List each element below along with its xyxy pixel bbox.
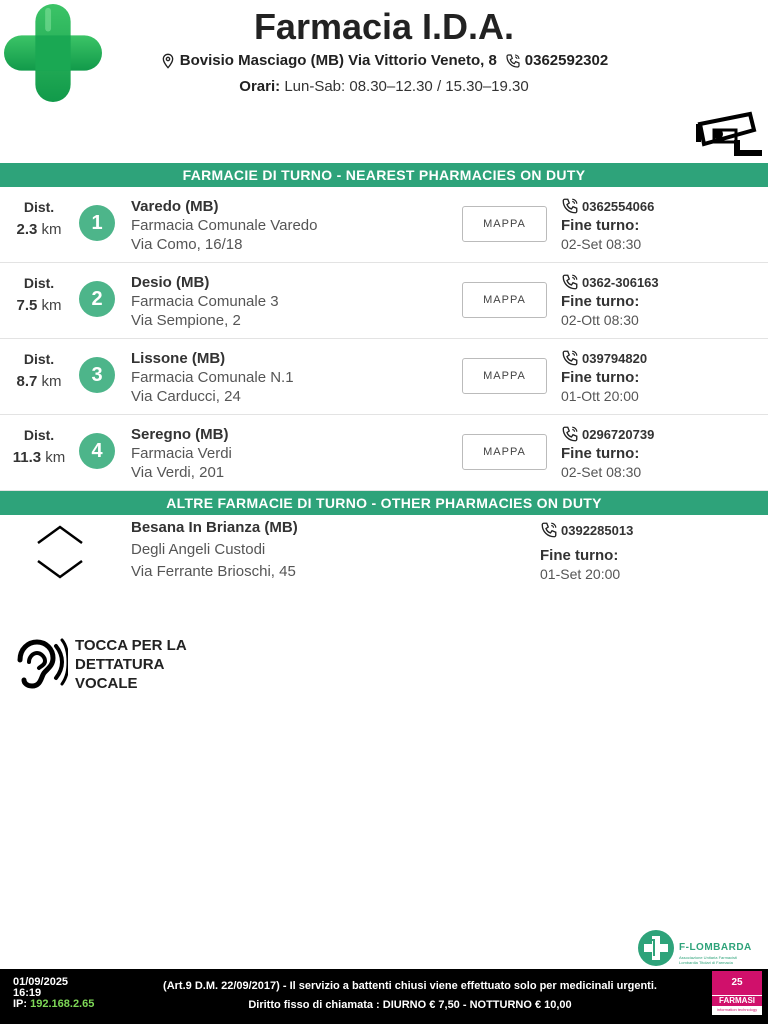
f-lombarda-logo <box>638 930 760 968</box>
voice-line-1: TOCCA PER LA <box>75 637 187 654</box>
voice-line-3: VOCALE <box>75 675 138 692</box>
farmasi-name: FARMASI <box>712 996 762 1006</box>
rank-badge: 1 <box>79 205 115 241</box>
opening-hours <box>0 78 768 95</box>
f-lombarda-name: F-LOMBARDA <box>679 942 752 953</box>
pharmacy-address: Via Verdi, 201 <box>131 464 225 481</box>
pharmacy-row <box>0 415 768 491</box>
pharmacy-town: Desio (MB) <box>131 274 210 291</box>
end-turn-label: Fine turno: <box>561 369 640 386</box>
footer-ip-line <box>13 999 94 1010</box>
pharmacy-contact <box>561 349 761 405</box>
pharmacy-contact <box>561 425 761 481</box>
distance <box>8 351 70 390</box>
pharmacy-town: Lissone (MB) <box>131 350 226 367</box>
address-line <box>0 52 768 69</box>
pharmacy-town: Varedo (MB) <box>131 198 219 215</box>
distance-number: 8.7 <box>16 373 38 390</box>
header-phone[interactable]: 0362592302 <box>524 52 609 69</box>
page-title: Farmacia I.D.A. <box>253 6 515 47</box>
pharmacy-phone[interactable] <box>561 425 761 443</box>
distance <box>8 427 70 466</box>
other-pharmacy <box>0 515 768 595</box>
farmasi-subtitle: information technology <box>716 1007 758 1012</box>
voice-dictation-label <box>75 636 225 693</box>
pharmacy-address: Via Como, 16/18 <box>131 236 243 253</box>
distance-label: Dist. <box>23 199 55 215</box>
end-turn-label: Fine turno: <box>561 445 640 462</box>
end-turn-label: Fine turno: <box>561 217 640 234</box>
rank-badge: 2 <box>79 281 115 317</box>
distance-value <box>8 373 70 390</box>
end-turn-label: Fine turno: <box>540 547 619 564</box>
chevron-down-icon <box>38 561 82 577</box>
distance-unit: km <box>41 221 62 238</box>
footer-date: 01/09/2025 <box>13 976 69 988</box>
distance-number: 2.3 <box>16 221 38 238</box>
footer-ip: 192.168.2.65 <box>30 998 95 1010</box>
pharmacy-phone[interactable] <box>561 349 761 367</box>
pharmacy-contact <box>561 197 761 253</box>
ear-icon <box>10 638 68 692</box>
pharmacy-contact <box>561 273 761 329</box>
pharmacy-info <box>131 349 451 406</box>
phone-number[interactable]: 0362-306163 <box>582 274 659 290</box>
footer-notice <box>110 977 710 1015</box>
header <box>0 0 768 160</box>
distance-unit: km <box>45 449 66 466</box>
distance-label: Dist. <box>23 275 55 291</box>
phone-number[interactable]: 0392285013 <box>561 522 634 538</box>
other-pharmacy-contact <box>540 521 740 583</box>
rank-badge: 3 <box>79 357 115 393</box>
footer-notice-line-2: Diritto fisso di chiamata : DIURNO € 7,50 - NOTTURNO € 10,00 <box>248 999 572 1011</box>
footer-time: 16:19 <box>13 987 42 999</box>
distance-label: Dist. <box>23 427 55 443</box>
farmasi-anniversary-badge: 25 <box>712 971 762 995</box>
distance-value <box>8 221 70 238</box>
pharmacy-address: Via Sempione, 2 <box>131 312 241 329</box>
voice-line-2: DETTATURA <box>75 656 165 673</box>
distance-value <box>8 449 70 466</box>
pharmacy-row <box>0 187 768 263</box>
pharmacy-town: Besana In Brianza (MB) <box>131 519 298 536</box>
footer-notice-line-1: (Art.9 D.M. 22/09/2017) - Il servizio a battenti chiusi viene effettuato solo per medicinali urgenti. <box>163 980 657 992</box>
end-turn-value: 01-Ott 20:00 <box>561 388 639 404</box>
pharmacy-info <box>131 273 451 330</box>
phone-number[interactable]: 0362554066 <box>582 198 655 214</box>
end-turn-value: 02-Set 08:30 <box>561 236 642 252</box>
hours-label: Orari: <box>239 78 281 95</box>
pharmacy-name: Farmacia Comunale 3 <box>131 293 279 310</box>
phone-icon <box>561 273 579 291</box>
pharmacy-address: Via Ferrante Brioschi, 45 <box>131 563 296 580</box>
pharmacy-address: Via Carducci, 24 <box>131 388 241 405</box>
pharmacy-info <box>131 197 451 254</box>
pharmacy-phone[interactable] <box>561 273 761 291</box>
end-turn-value: 01-Set 20:00 <box>540 566 621 582</box>
map-button[interactable]: MAPPA <box>462 358 547 394</box>
location-pin-icon <box>160 53 176 69</box>
section-others-header: ALTRE FARMACIE DI TURNO - OTHER PHARMACIES ON DUTY <box>0 491 768 515</box>
phone-icon <box>540 521 558 539</box>
scroll-arrows[interactable] <box>36 523 84 579</box>
section-nearest-header: FARMACIE DI TURNO - NEAREST PHARMACIES ON DUTY <box>0 163 768 187</box>
map-button[interactable]: MAPPA <box>462 434 547 470</box>
distance-number: 11.3 <box>12 449 42 466</box>
map-button[interactable]: MAPPA <box>462 282 547 318</box>
end-turn-value: 02-Set 08:30 <box>561 464 642 480</box>
distance-number: 7.5 <box>16 297 38 314</box>
chevron-up-icon <box>38 527 82 543</box>
distance-label: Dist. <box>23 351 55 367</box>
end-turn-label: Fine turno: <box>561 293 640 310</box>
pharmacy-phone[interactable] <box>540 521 740 539</box>
pharmacy-name: Farmacia Comunale Varedo <box>131 217 318 234</box>
pharmacy-name: Farmacia Comunale N.1 <box>131 369 294 386</box>
address-text: Bovisio Masciago (MB) Via Vittorio Veneto, 8 <box>179 52 497 69</box>
other-pharmacy-info <box>131 517 451 583</box>
footer <box>0 969 768 1024</box>
distance <box>8 199 70 238</box>
distance <box>8 275 70 314</box>
end-turn-value: 02-Ott 08:30 <box>561 312 639 328</box>
footer-ip-label: IP: <box>13 998 28 1010</box>
distance-value <box>8 297 70 314</box>
map-button[interactable]: MAPPA <box>462 206 547 242</box>
phone-icon <box>561 349 579 367</box>
phone-icon <box>505 53 521 69</box>
f-lombarda-subtitle: Associazione Unitaria Farmacisti Lombardia Titolari di Farmacia <box>679 955 738 965</box>
pharmacy-name: Farmacia Verdi <box>131 445 232 462</box>
voice-dictation-button[interactable] <box>8 636 228 696</box>
footer-datetime <box>13 977 94 1010</box>
distance-unit: km <box>41 297 62 314</box>
hours-value: Lun-Sab: 08.30–12.30 / 15.30–19.30 <box>284 78 529 95</box>
pharmacy-info <box>131 425 451 482</box>
f-lombarda-cross-icon <box>638 930 674 966</box>
farmasi-logo <box>712 971 762 1015</box>
pharmacy-town: Seregno (MB) <box>131 426 229 443</box>
phone-icon <box>561 197 579 215</box>
distance-unit: km <box>41 373 62 390</box>
phone-number[interactable]: 039794820 <box>582 350 648 366</box>
pharmacy-phone[interactable] <box>561 197 761 215</box>
rank-badge: 4 <box>79 433 115 469</box>
pharmacy-name: Degli Angeli Custodi <box>131 541 266 558</box>
pharmacy-row <box>0 339 768 415</box>
pharmacy-row <box>0 263 768 339</box>
security-camera-icon <box>694 110 764 160</box>
phone-number[interactable]: 0296720739 <box>582 426 655 442</box>
phone-icon <box>561 425 579 443</box>
